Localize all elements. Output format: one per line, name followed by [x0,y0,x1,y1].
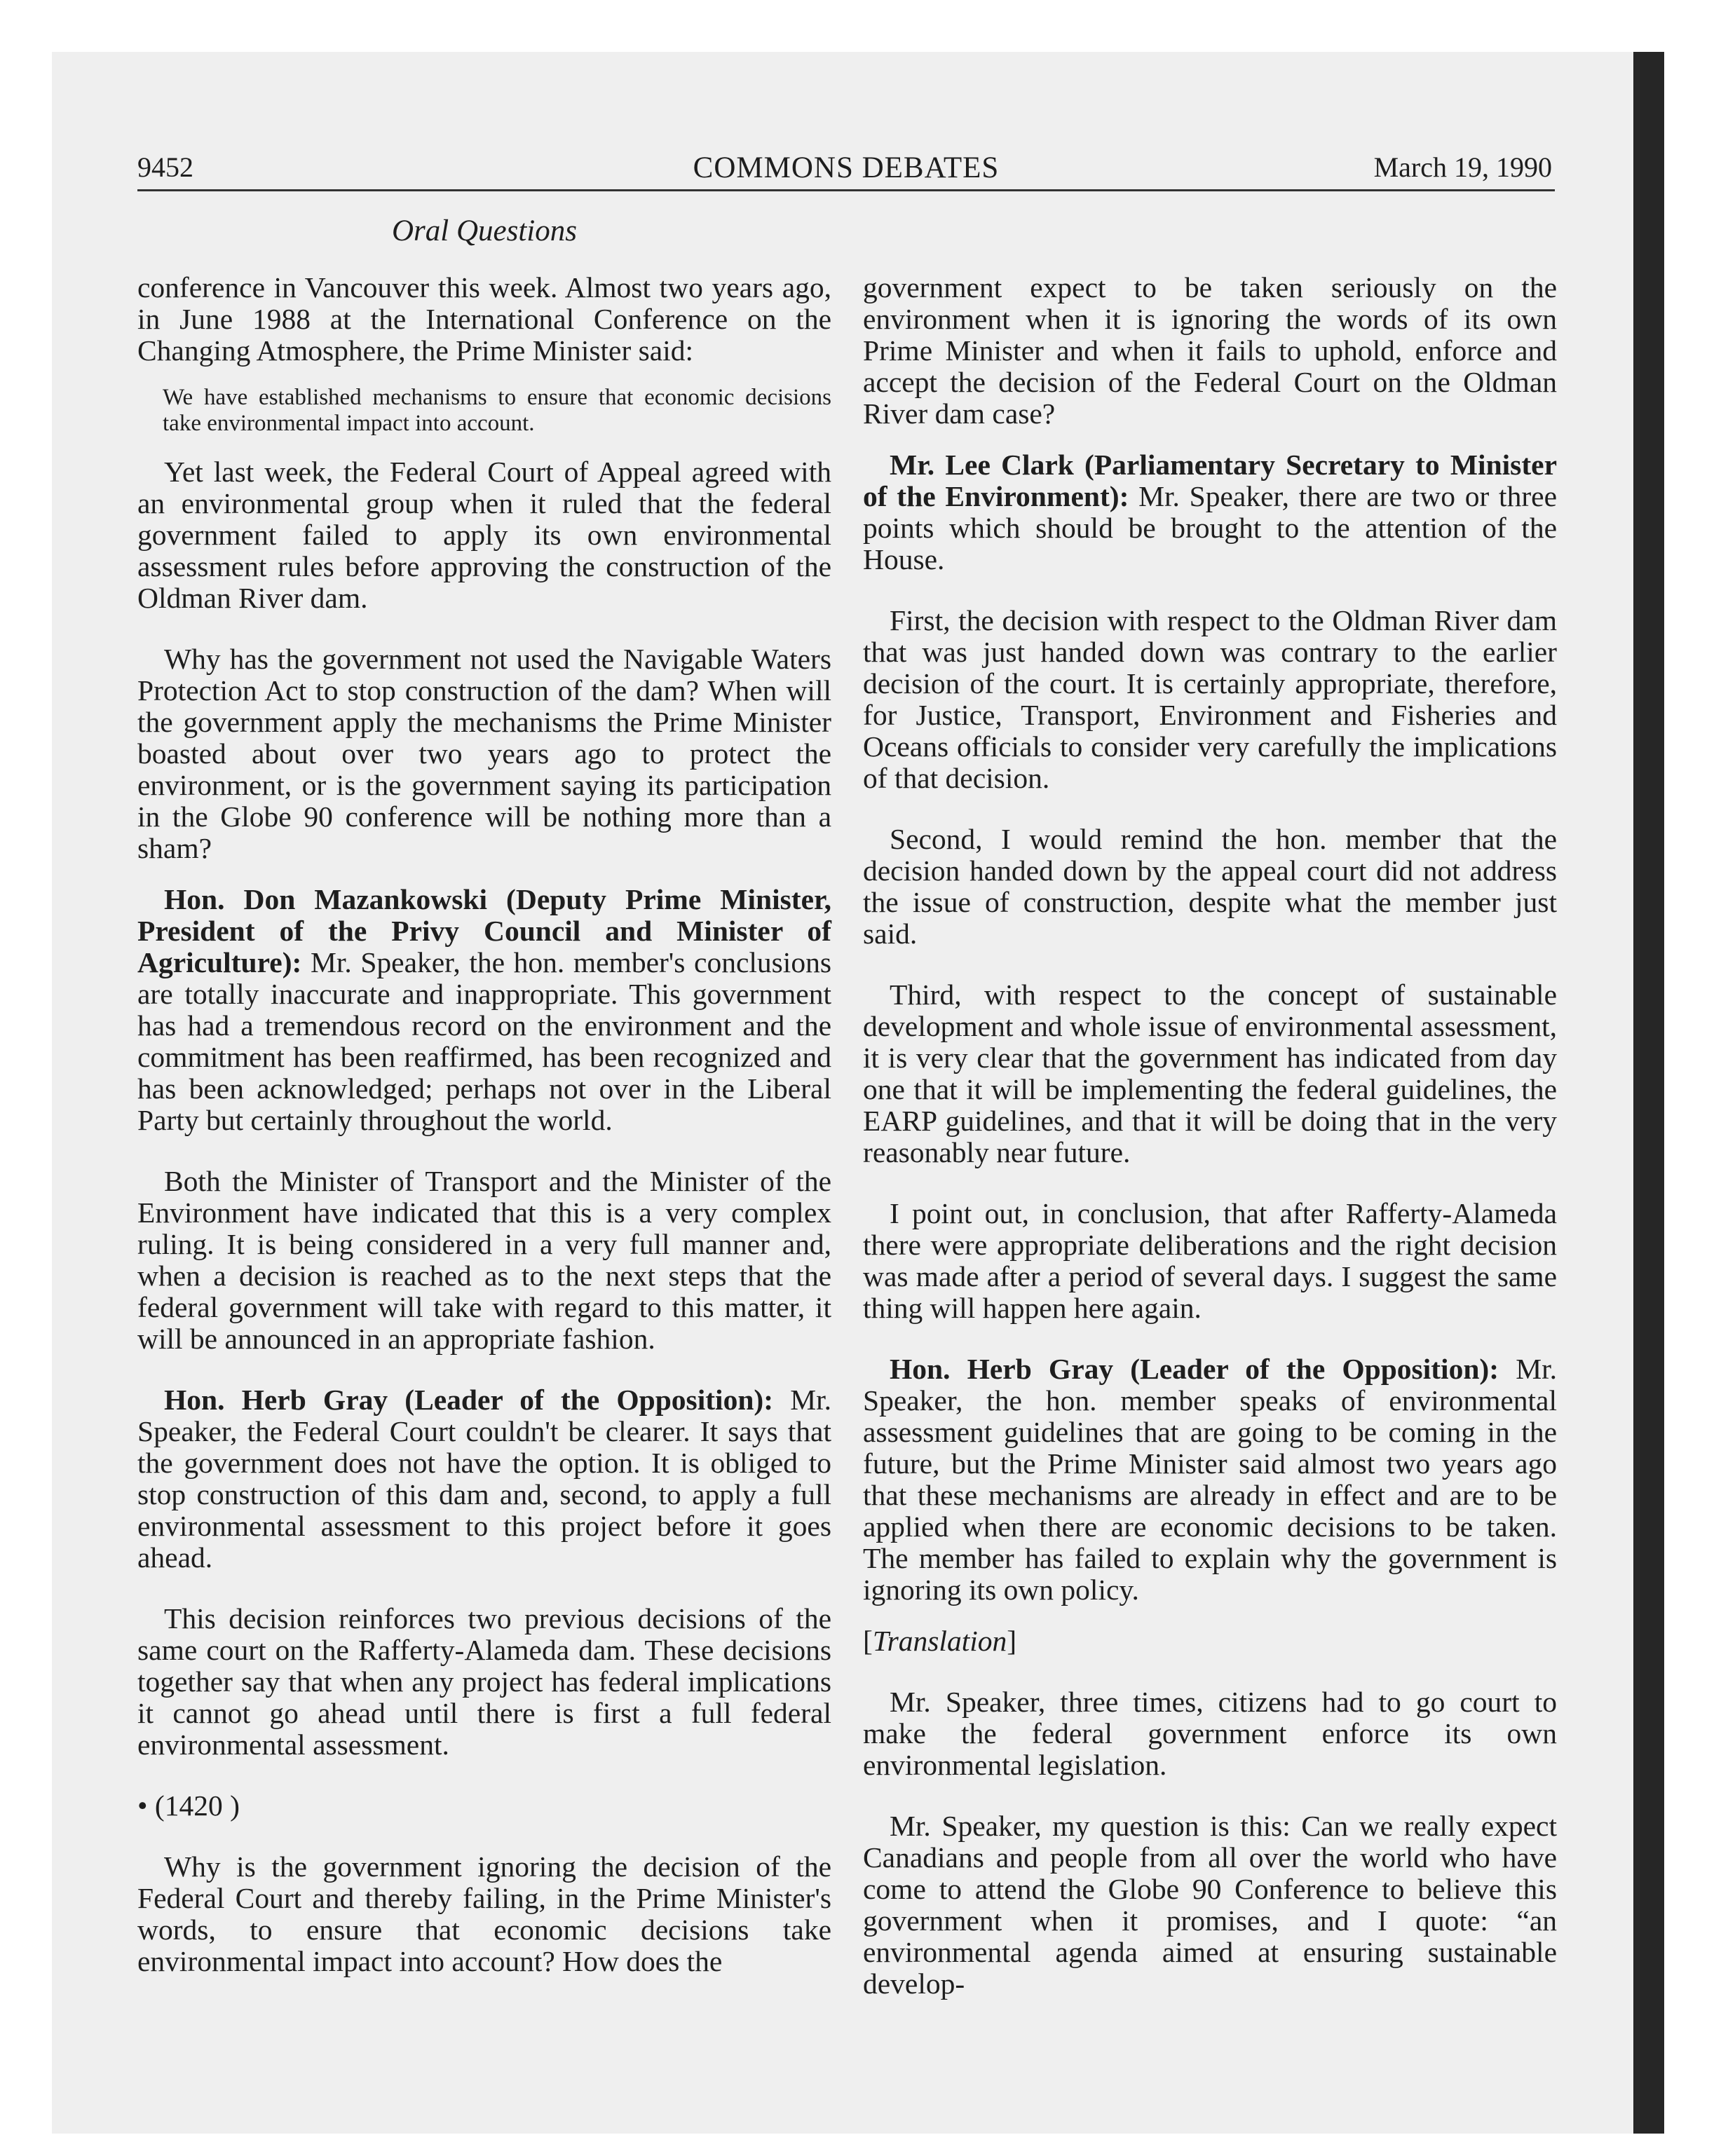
paragraph: Mr. Speaker, three times, citizens had to go court to make the federal government enforce its own environmental legislation. [863,1686,1557,1781]
paragraph: Second, I would remind the hon. member that the decision handed down by the appeal court did not address the issue of construction, despite what the member just said. [863,823,1557,950]
translation-marker [863,1625,1557,1657]
speech-paragraph [863,1353,1557,1606]
block-quote: We have established mechanisms to ensure that economic decisions take environmental impact into account. [163,385,831,436]
publication-title: COMMONS DEBATES [693,151,1000,184]
speaker-name: Hon. Don Mazankowski (Deputy Prime Minister, President of the Privy Council and Minister of Agriculture): [137,883,831,978]
bracket-close: ] [1007,1625,1017,1657]
speaker-name: Mr. Lee Clark (Parliamentary Secretary to Minister of the Environment): [863,449,1557,512]
paragraph: Mr. Speaker, my question is this: Can we really expect Canadians and people from all over the world who have come to attend the Globe 90 Conference to believe this government when it promises, and I quote: “an environmental agenda aimed at ensuring sustainable develop- [863,1810,1557,2000]
speech-text: Mr. Speaker, there are two or three points which should be brought to the attention of the House. [863,480,1557,575]
time-marker: • (1420 ) [137,1789,240,1822]
speaker-name: Hon. Herb Gray (Leader of the Opposition): [164,1384,774,1416]
paragraph: Why is the government ignoring the decision of the Federal Court and thereby failing, in the Prime Minister's words, to ensure that economic decisions take environmental impact into account? How does the [137,1850,831,1977]
paragraph: This decision reinforces two previous decisions of the same court on the Rafferty-Alameda dam. These decisions together say that when any project has federal implications it cannot go ahead until there is first a full federal environmental assessment. [137,1602,831,1761]
paragraph: Yet last week, the Federal Court of Appeal agreed with an environmental group when it ruled that the federal government failed to apply its own environmental assessment rules before approving the construction of the Oldman River dam. [137,456,831,614]
scan-edge-shadow [1633,52,1664,2134]
bracket-open: [ [863,1625,873,1657]
paragraph: I point out, in conclusion, that after Rafferty-Alameda there were appropriate deliberations and the right decision was made after a period of several days. I suggest the same thing will happen here again. [863,1197,1557,1324]
translation-label: Translation [872,1625,1007,1657]
speech-paragraph [137,884,831,1136]
speech-text: Mr. Speaker, the Federal Court couldn't be clearer. It says that the government does not have the option. It is obliged to stop construction of this dam and, second, to apply a full environmental assessment to this project before it goes ahead. [137,1384,831,1574]
paragraph: Third, with respect to the concept of sustainable development and whole issue of environmental assessment, it is very clear that the government has indicated from day one that it will be implementing the federal guidelines, the EARP guidelines, and that it will be doing that in the very reasonably near future. [863,978,1558,1168]
speaker-name: Hon. Herb Gray (Leader of the Opposition): [890,1353,1499,1385]
page-number: 9452 [137,151,193,183]
speech-paragraph [137,1384,831,1574]
left-column [137,272,831,1977]
right-column [863,272,1557,2000]
paragraph: First, the decision with respect to the Oldman River dam that was just handed down was contrary to the earlier decision of the court. It is certainly appropriate, therefore, for Justice, Transport, Environment and Fisheries and Oceans officials to consider very carefully the implications of that decision. [863,604,1557,794]
speech-text: Mr. Speaker, the hon. member speaks of environmental assessment guidelines that are going to be coming in the future, but the Prime Minister said almost two years ago that these mechanisms are already in effect and are to be applied when there are economic decisions to be taken. The member has failed to explain why the government is ignoring its own policy. [863,1353,1557,1606]
speech-text: Mr. Speaker, the hon. member's conclusions are totally inaccurate and inappropriate. This government has had a tremendous record on the environment and the commitment has been reaffirmed, has been recognized and has been acknowledged; perhaps not over in the Liberal Party but certainly throughout the world. [137,946,831,1136]
page-header [137,140,1555,191]
paragraph: conference in Vancouver this week. Almost two years ago, in June 1988 at the International Conference on the Changing Atmosphere, the Prime Minister said: [137,271,831,367]
paragraph: government expect to be taken seriously on the environment when it is ignoring the words of its own Prime Minister and when it fails to uphold, enforce and accept the decision of the Federal Court on the Oldman River dam case? [863,271,1557,430]
paragraph: Both the Minister of Transport and the Minister of the Environment have indicated that this is a very complex ruling. It is being considered in a very full manner and, when a decision is reached as to the next steps that the federal government will take with regard to this matter, it will be announced in an appropriate fashion. [137,1165,831,1355]
speech-paragraph [863,449,1557,575]
paragraph: Why has the government not used the Navigable Waters Protection Act to stop construction of the dam? When will the government apply the mechanisms the Prime Minister boasted about over two years ago to protect the environment, or is the government saying its participation in the Globe 90 conference will be nothing more than a sham? [137,643,831,864]
page-date: March 19, 1990 [1373,151,1552,183]
section-title: Oral Questions [392,214,577,247]
